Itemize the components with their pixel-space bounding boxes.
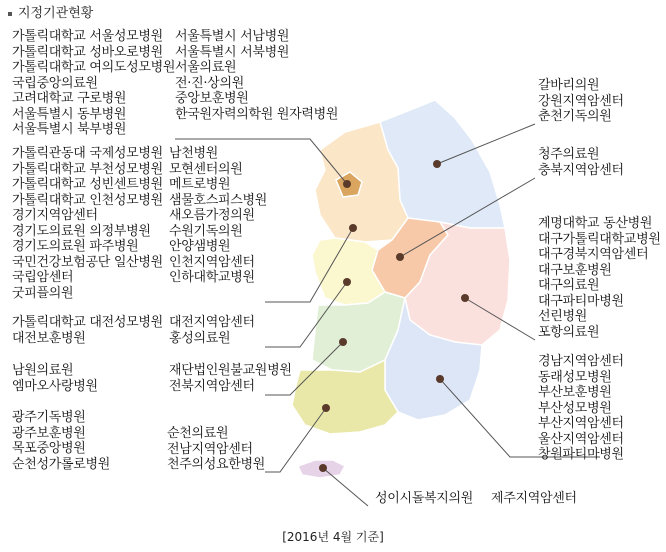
list-item: 제주지역암센터 bbox=[491, 491, 577, 506]
group-jeonbuk-col2 bbox=[169, 363, 292, 394]
list-item: 부산보훈병원 bbox=[538, 385, 612, 400]
heading-text: 지정기관현황 bbox=[18, 6, 94, 21]
list-item: 남천병원 bbox=[169, 146, 219, 161]
list-item: 경기지역암센터 bbox=[12, 208, 98, 223]
group-chungnam-col2 bbox=[169, 315, 255, 346]
list-item: 대구가톨릭대학교병원 bbox=[538, 231, 661, 247]
list-item: 가톨릭대학교 성빈센트병원 bbox=[12, 177, 163, 192]
marker-gyeongnam bbox=[436, 375, 444, 383]
list-item: 울산지역암센터 bbox=[538, 431, 624, 447]
list-item: 춘천기독의원 bbox=[538, 109, 612, 124]
list-item: 청주의료원 bbox=[538, 147, 600, 162]
list-item: 수원기독의원 bbox=[169, 223, 243, 239]
list-item: 인하대학교병원 bbox=[169, 270, 255, 285]
list-item: 전·진·상의원 bbox=[175, 75, 244, 91]
list-item: 중앙보훈병원 bbox=[175, 91, 249, 106]
list-item: 대구의료원 bbox=[538, 278, 600, 293]
marker-gyeongbuk bbox=[461, 294, 469, 302]
list-item: 재단법인원불교원병원 bbox=[169, 363, 292, 378]
list-item: 경기도의료원 파주병원 bbox=[12, 239, 139, 254]
list-item: 샘물호스피스병원 bbox=[169, 192, 268, 208]
list-item: 경기도의료원 의정부병원 bbox=[12, 223, 151, 239]
group-seoul-col2 bbox=[175, 29, 338, 122]
list-item: 천주의성요한병원 bbox=[167, 457, 266, 472]
group-gyeongnam-col1 bbox=[538, 354, 624, 463]
marker-chungnam bbox=[343, 278, 351, 286]
list-item: 가톨릭대학교 여의도성모병원 bbox=[12, 60, 176, 75]
list-item: 계명대학교 동산병원 bbox=[538, 216, 653, 231]
list-item: 홍성의료원 bbox=[169, 330, 231, 346]
group-chungbuk-col1 bbox=[538, 147, 624, 178]
list-item: 남원의료원 bbox=[12, 363, 74, 378]
list-item: 동래성모병원 bbox=[538, 369, 612, 385]
list-item: 성이시돌복지의원 bbox=[375, 491, 474, 506]
list-item: 가톨릭대학교 성바오로병원 bbox=[12, 44, 163, 60]
group-gangwon-col1 bbox=[538, 78, 624, 125]
marker-seoul bbox=[343, 180, 351, 188]
group-jeonnam-col2 bbox=[167, 426, 265, 473]
list-item: 서울특별시 동부병원 bbox=[12, 106, 127, 122]
marker-chungbuk bbox=[396, 253, 404, 261]
list-item: 포항의료원 bbox=[538, 324, 600, 340]
list-item: 인천지역암센터 bbox=[169, 254, 255, 270]
list-item: 충북지역암센터 bbox=[538, 162, 624, 178]
list-item: 강원지역암센터 bbox=[538, 93, 624, 109]
list-item: 대전지역암센터 bbox=[169, 315, 255, 330]
list-item: 메트로병원 bbox=[169, 177, 231, 192]
group-gyeongbuk-col1 bbox=[538, 216, 661, 340]
list-item: 광주보훈병원 bbox=[12, 425, 86, 441]
list-item: 가톨릭대학교 부천성모병원 bbox=[12, 161, 163, 177]
list-item: 순천성가롤로병원 bbox=[12, 456, 111, 472]
list-item: 국민건강보험공단 일산병원 bbox=[12, 254, 163, 270]
list-item: 가톨릭대학교 인천성모병원 bbox=[12, 192, 163, 208]
list-item: 목포중앙병원 bbox=[12, 441, 86, 456]
list-item: 가톨릭대학교 대전성모병원 bbox=[12, 315, 163, 330]
marker-gangwon bbox=[433, 160, 441, 168]
group-jeju-col2 bbox=[491, 491, 577, 507]
group-seoul-col1 bbox=[12, 29, 175, 138]
marker-jeonnam bbox=[322, 404, 330, 412]
date-caption: [2016년 4월 기준] bbox=[282, 530, 384, 544]
list-item: 서울특별시 서북병원 bbox=[175, 44, 290, 60]
list-item: 가톨릭대학교 서울성모병원 bbox=[12, 29, 163, 44]
group-gyeonggi-col1 bbox=[12, 146, 163, 301]
list-item: 전남지역암센터 bbox=[167, 441, 253, 457]
list-item: 대구파티마병원 bbox=[538, 293, 624, 309]
leader-line-jeju bbox=[323, 468, 368, 506]
list-item: 대구보훈병원 bbox=[538, 262, 612, 278]
list-item: 안양샘병원 bbox=[169, 239, 231, 254]
group-chungnam-col1 bbox=[12, 315, 163, 346]
group-jeonbuk-col1 bbox=[12, 363, 98, 394]
list-item: 전북지역암센터 bbox=[169, 378, 255, 394]
region-jeonnam bbox=[292, 360, 398, 434]
list-item: 갈바리의원 bbox=[538, 78, 600, 93]
group-jeonnam-col1 bbox=[12, 410, 110, 472]
marker-gyeonggi bbox=[349, 224, 357, 232]
marker-jeonbuk bbox=[339, 338, 347, 346]
list-item: 광주기독병원 bbox=[12, 410, 86, 425]
list-item: 대전보훈병원 bbox=[12, 330, 86, 346]
list-item: 국립암센터 bbox=[12, 270, 74, 285]
list-item: 한국원자력의학원 원자력병원 bbox=[175, 106, 339, 122]
list-item: 창원파티마병원 bbox=[538, 447, 624, 462]
list-item: 가톨릭관동대 국제성모병원 bbox=[12, 146, 163, 161]
list-item: 순천의료원 bbox=[167, 426, 229, 441]
group-jeju-col1 bbox=[375, 491, 473, 507]
list-item: 고려대학교 구로병원 bbox=[12, 91, 127, 106]
list-item: 경남지역암센터 bbox=[538, 354, 624, 369]
group-gyeonggi-col2 bbox=[169, 146, 267, 286]
list-item: 대구경북지역암센터 bbox=[538, 247, 649, 262]
list-item: 서울의료원 bbox=[175, 60, 237, 75]
list-item: 부산성모병원 bbox=[538, 400, 612, 416]
list-item: 굿피플의원 bbox=[12, 285, 74, 301]
list-item: 모현센터의원 bbox=[169, 161, 243, 177]
list-item: 국립중앙의료원 bbox=[12, 75, 98, 91]
list-item: 선린병원 bbox=[538, 309, 588, 324]
marker-jeju bbox=[319, 464, 327, 472]
list-item: 새오름가정의원 bbox=[169, 208, 255, 223]
list-item: 서울특별시 서남병원 bbox=[175, 29, 290, 44]
list-item: 서울특별시 북부병원 bbox=[12, 122, 127, 137]
list-item: 부산지역암센터 bbox=[538, 416, 624, 431]
list-item: 엠마오사랑병원 bbox=[12, 378, 98, 394]
